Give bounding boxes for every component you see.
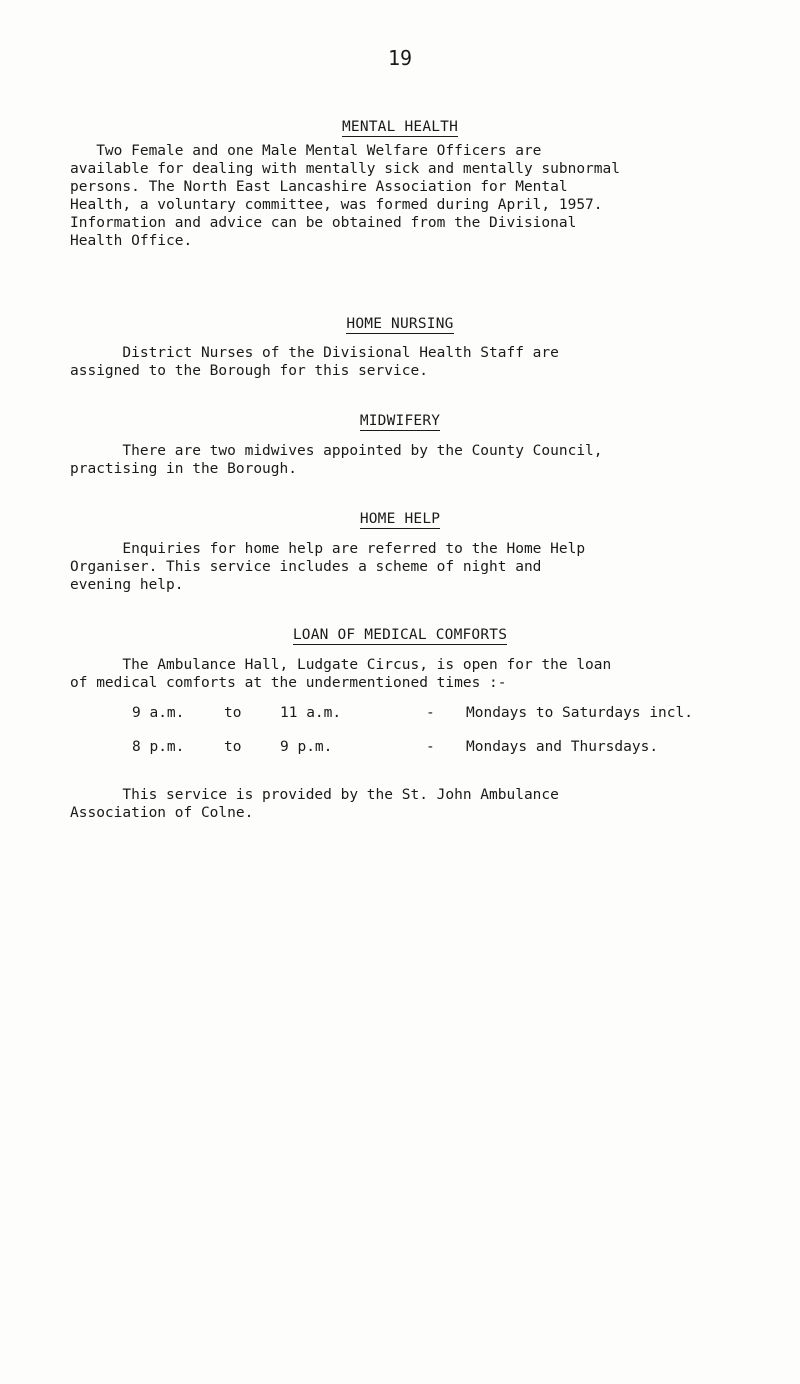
heading-midwifery — [0, 413, 800, 429]
text-line: available for dealing with mentally sick and mentally subnormal — [70, 161, 620, 177]
text-line: District Nurses of the Divisional Health Staff are — [70, 345, 559, 361]
text-line: assigned to the Borough for this service. — [70, 363, 428, 379]
text-line: of medical comforts at the undermentioned times :- — [70, 675, 507, 691]
heading-text: MIDWIFERY — [359, 413, 441, 429]
heading-text: HOME NURSING — [346, 316, 454, 332]
time-dash: - — [426, 705, 435, 721]
text-line: Organiser. This service includes a scheme of night and — [70, 559, 542, 575]
heading-home-help — [0, 511, 800, 527]
time-dash: - — [426, 739, 435, 755]
time-from: 9 a.m. — [132, 705, 185, 721]
time-to-word: to — [224, 739, 242, 755]
text-line: Two Female and one Male Mental Welfare Officers are — [70, 143, 542, 159]
time-until: 9 p.m. — [280, 739, 333, 755]
text-line: Association of Colne. — [70, 805, 254, 821]
time-days: Mondays and Thursdays. — [466, 739, 659, 755]
paragraph-home-nursing — [70, 344, 740, 380]
text-line: evening help. — [70, 577, 184, 593]
heading-text: HOME HELP — [359, 511, 441, 527]
text-line: Health, a voluntary committee, was formed during April, 1957. — [70, 197, 603, 213]
text-line: There are two midwives appointed by the County Council, — [70, 443, 603, 459]
paragraph-mental-health — [70, 142, 740, 250]
paragraph-home-help — [70, 540, 740, 594]
heading-home-nursing — [0, 316, 800, 332]
text-line: Information and advice can be obtained from the Divisional — [70, 215, 577, 231]
paragraph-midwifery — [70, 442, 740, 478]
heading-mental-health — [0, 119, 800, 135]
page-number: 19 — [387, 46, 413, 70]
time-until: 11 a.m. — [280, 705, 342, 721]
heading-text: MENTAL HEALTH — [341, 119, 459, 135]
text-line: Enquiries for home help are referred to the Home Help — [70, 541, 586, 557]
time-from: 8 p.m. — [132, 739, 185, 755]
text-line: practising in the Borough. — [70, 461, 297, 477]
paragraph-closing — [70, 786, 740, 822]
heading-loan-of-medical-comforts — [0, 627, 800, 643]
heading-text: LOAN OF MEDICAL COMFORTS — [292, 627, 508, 643]
time-days: Mondays to Saturdays incl. — [466, 705, 693, 721]
text-line: This service is provided by the St. John Ambulance — [70, 787, 559, 803]
text-line: The Ambulance Hall, Ludgate Circus, is open for the loan — [70, 657, 612, 673]
time-to-word: to — [224, 705, 242, 721]
text-line: persons. The North East Lancashire Association for Mental — [70, 179, 568, 195]
paragraph-loan-of-medical-comforts — [70, 656, 740, 692]
text-line: Health Office. — [70, 233, 193, 249]
